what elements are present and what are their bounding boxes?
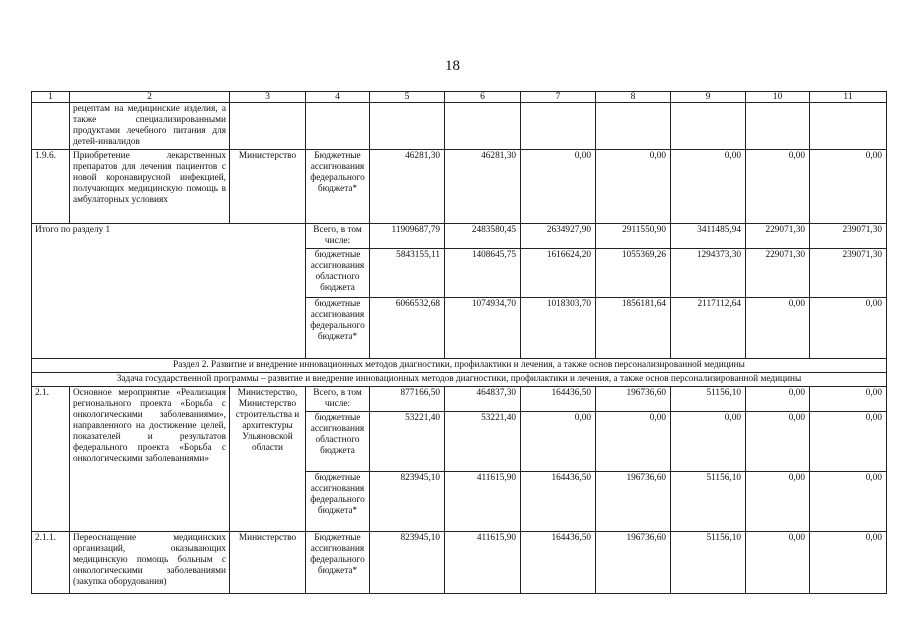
value-cell: 1018303,70 (521, 298, 596, 359)
row-number: 1.9.6. (32, 150, 70, 224)
col-header: 8 (596, 92, 671, 103)
value-cell: 0,00 (810, 298, 887, 359)
value-cell: 0,00 (746, 150, 810, 224)
value-cell: 46281,30 (445, 150, 521, 224)
value-cell: 164436,50 (521, 387, 596, 412)
value-cell: 196736,60 (596, 472, 671, 532)
value-cell: 51156,10 (671, 387, 746, 412)
value-cell: 6066532,68 (370, 298, 445, 359)
value-cell: 164436,50 (521, 532, 596, 594)
value-cell: 1616624,20 (521, 249, 596, 298)
value-cell: 164436,50 (521, 472, 596, 532)
value-cell: 411615,90 (445, 472, 521, 532)
funding-source: бюджетные ассигнования областного бюджета (306, 249, 370, 298)
row-number: 2.1. (32, 387, 70, 532)
table-row (32, 387, 887, 412)
value-cell: 1408645,75 (445, 249, 521, 298)
page-number: 18 (445, 58, 460, 74)
value-cell: 229071,30 (746, 249, 810, 298)
table-row (32, 532, 887, 594)
funding-source: бюджетные ассигнования областного бюджета (306, 412, 370, 472)
measure-description: рецептам на медицинские изделия, а также специализированными продуктами лечебного питания для детей-инвалидов (70, 103, 230, 150)
value-cell: 0,00 (746, 412, 810, 472)
value-cell: 464837,30 (445, 387, 521, 412)
value-cell: 411615,90 (445, 532, 521, 594)
value-cell: 0,00 (746, 532, 810, 594)
col-header: 2 (70, 92, 230, 103)
col-header: 3 (230, 92, 306, 103)
value-cell: 0,00 (810, 532, 887, 594)
section-title: Раздел 2. Развитие и внедрение инновационных методов диагностики, профилактики и лечения, а также основ персонализированной медицины (32, 359, 887, 373)
value-cell: 51156,10 (671, 472, 746, 532)
table-row (32, 359, 887, 373)
column-number-row (32, 92, 887, 103)
value-cell: 3411485,94 (671, 224, 746, 249)
col-header: 4 (306, 92, 370, 103)
value-cell: 2634927,90 (521, 224, 596, 249)
value-cell: 239071,30 (810, 249, 887, 298)
row-number: 2.1.1. (32, 532, 70, 594)
table-row (32, 373, 887, 387)
value-cell: 0,00 (596, 412, 671, 472)
value-cell: 0,00 (671, 412, 746, 472)
value-cell: 53221,40 (370, 412, 445, 472)
executor: Министерство (230, 532, 306, 594)
funding-source: Всего, в том числе: (306, 387, 370, 412)
value-cell: 0,00 (810, 387, 887, 412)
col-header: 5 (370, 92, 445, 103)
col-header: 1 (32, 92, 70, 103)
task-title: Задача государственной программы – развитие и внедрение инновационных методов диагностики, профилактики и лечения, а также основ персонализированной медицины (32, 373, 887, 387)
value-cell: 823945,10 (370, 472, 445, 532)
value-cell: 0,00 (746, 298, 810, 359)
value-cell: 0,00 (671, 150, 746, 224)
value-cell: 0,00 (746, 387, 810, 412)
funding-source: Бюджетные ассигнования федерального бюджета* (306, 532, 370, 594)
value-cell: 1055369,26 (596, 249, 671, 298)
funding-source: бюджетные ассигнования федерального бюджета* (306, 298, 370, 359)
value-cell: 1294373,30 (671, 249, 746, 298)
value-cell: 1856181,64 (596, 298, 671, 359)
table-row (32, 150, 887, 224)
value-cell: 2483580,45 (445, 224, 521, 249)
col-header: 6 (445, 92, 521, 103)
budget-table (31, 91, 887, 594)
value-cell: 239071,30 (810, 224, 887, 249)
value-cell: 5843155,11 (370, 249, 445, 298)
value-cell: 0,00 (810, 412, 887, 472)
measure-description: Основное мероприятие «Реализация регионального проекта «Борьба с онкологическими заболеваниями», направленного на достижение целей, показателей и результатов федерального проекта «Борьба с онкологическими заболеваниями» (70, 387, 230, 532)
table-row (32, 103, 887, 150)
value-cell: 823945,10 (370, 532, 445, 594)
value-cell: 0,00 (810, 472, 887, 532)
funding-source: бюджетные ассигнования федерального бюджета* (306, 472, 370, 532)
value-cell: 2117112,64 (671, 298, 746, 359)
value-cell: 0,00 (596, 150, 671, 224)
executor: Министерство (230, 150, 306, 224)
value-cell: 1074934,70 (445, 298, 521, 359)
section-total-label: Итого по разделу 1 (32, 224, 306, 359)
col-header: 7 (521, 92, 596, 103)
value-cell: 0,00 (810, 150, 887, 224)
value-cell: 46281,30 (370, 150, 445, 224)
value-cell: 877166,50 (370, 387, 445, 412)
col-header: 9 (671, 92, 746, 103)
value-cell: 11909687,79 (370, 224, 445, 249)
funding-source: Бюджетные ассигнования федерального бюджета* (306, 150, 370, 224)
value-cell: 196736,60 (596, 387, 671, 412)
executor: Министерство, Министерство строительства и архитектуры Ульяновской области (230, 387, 306, 532)
value-cell: 51156,10 (671, 532, 746, 594)
value-cell: 0,00 (746, 472, 810, 532)
table-row (32, 224, 887, 249)
col-header: 10 (746, 92, 810, 103)
value-cell: 2911550,90 (596, 224, 671, 249)
value-cell: 0,00 (521, 150, 596, 224)
funding-source: Всего, в том числе: (306, 224, 370, 249)
value-cell: 229071,30 (746, 224, 810, 249)
measure-description: Приобретение лекарственных препаратов для лечения пациентов с новой коронавирусной инфекцией, получающих медицинскую помощь в амбулаторных условиях (70, 150, 230, 224)
value-cell: 196736,60 (596, 532, 671, 594)
value-cell: 0,00 (521, 412, 596, 472)
col-header: 11 (810, 92, 887, 103)
value-cell: 53221,40 (445, 412, 521, 472)
measure-description: Переоснащение медицинских организаций, оказывающих медицинскую помощь больным с онкологическими заболеваниями (закупка оборудования) (70, 532, 230, 594)
